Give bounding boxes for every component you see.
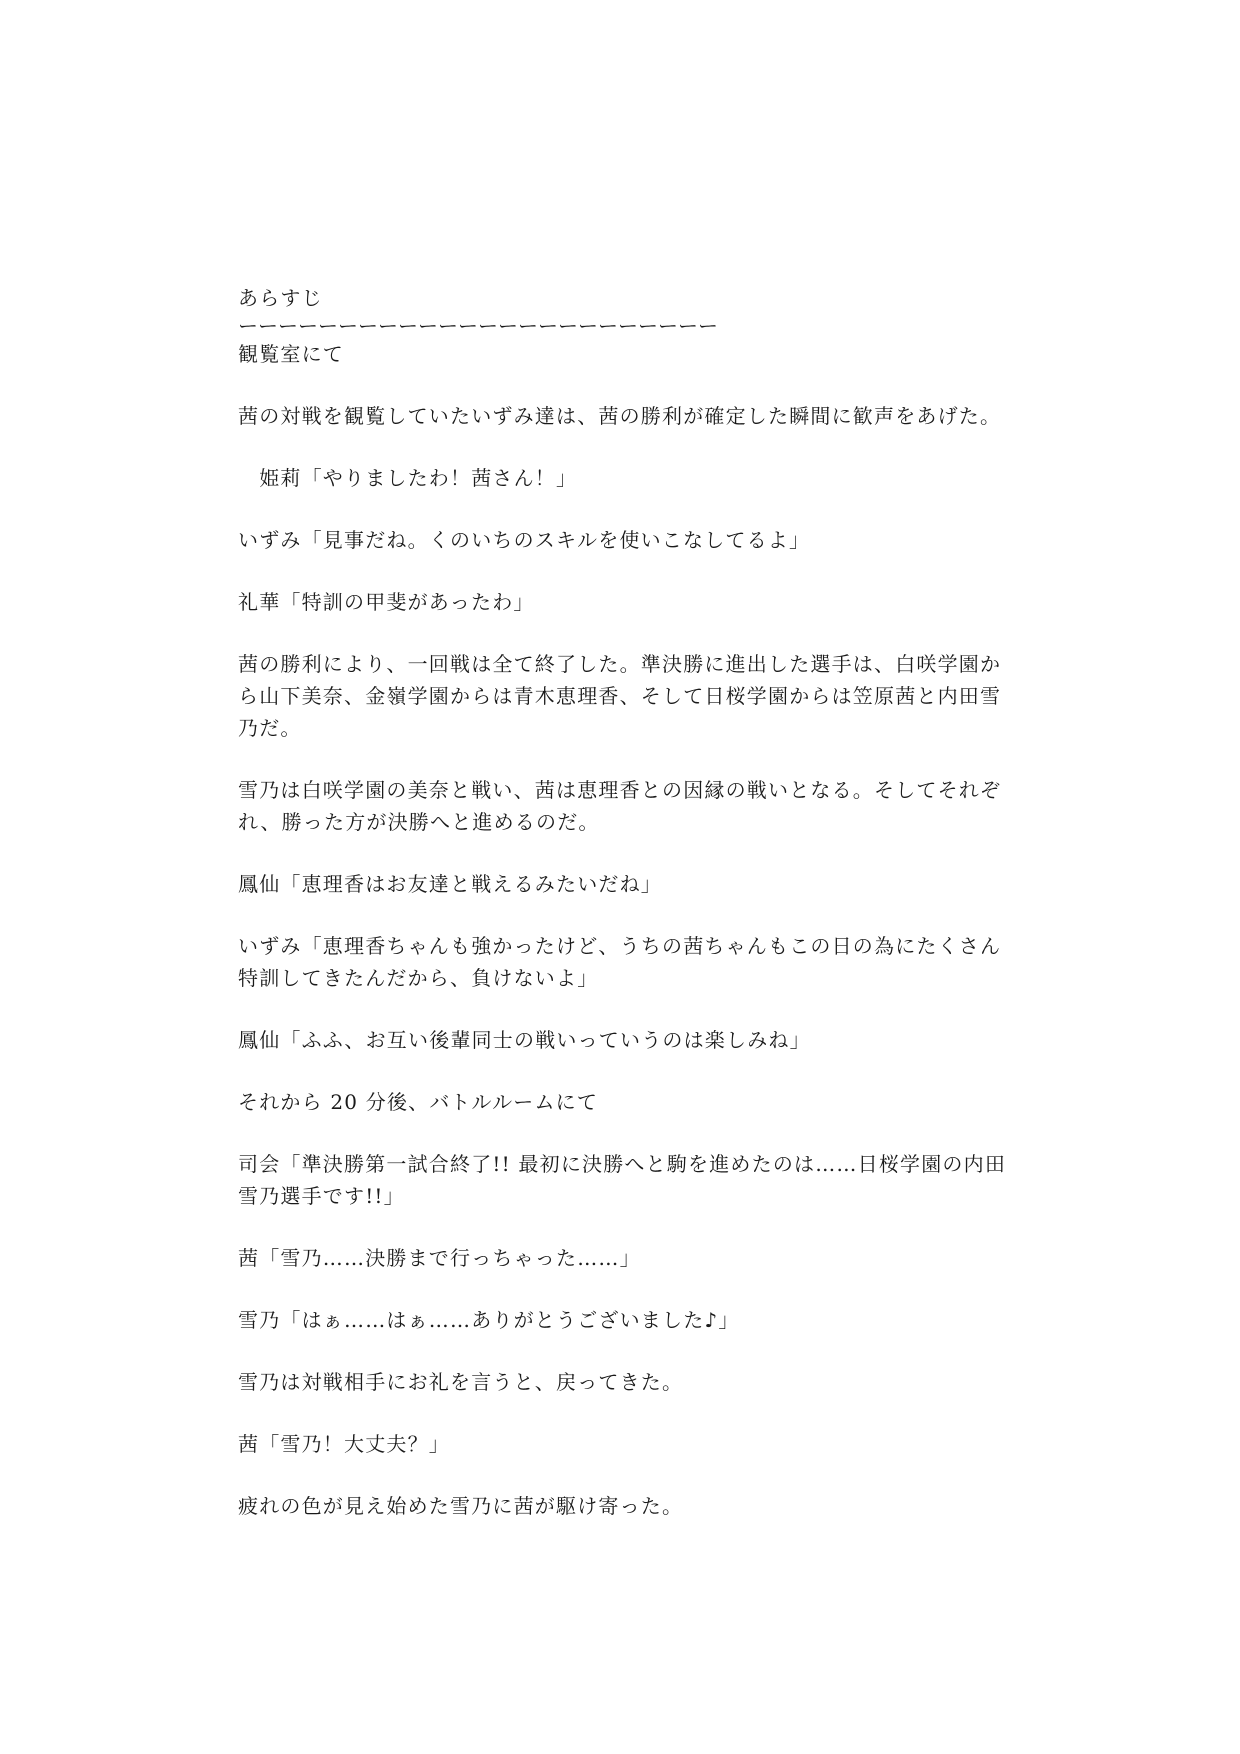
dialogue-line: 鳳仙「ふふ、お互い後輩同士の戦いっていうのは楽しみね」 bbox=[238, 1028, 811, 1052]
dialogue-line: いずみ「見事だね。くのいちのスキルを使いこなしてるよ」 bbox=[238, 528, 811, 552]
dialogue-line: いずみ「恵理香ちゃんも強かったけど、うちの茜ちゃんもこの日の為にたくさん特訓してきたんだから、負けないよ」 bbox=[238, 934, 1002, 990]
dialogue-line: 茜「雪乃！大丈夫？」 bbox=[238, 1432, 450, 1456]
dialogue-line: 姫莉「やりましたわ！茜さん！」 bbox=[238, 466, 578, 490]
dialogue-line: 司会「準決勝第一試合終了!! 最初に決勝へと駒を進めたのは……日桜学園の内田雪乃選手です!!」 bbox=[238, 1152, 1007, 1208]
heading-rule: ーーーーーーーーーーーーーーーーーーーーーーーー bbox=[238, 314, 718, 338]
dialogue-line: 鳳仙「恵理香はお友達と戦えるみたいだね」 bbox=[238, 872, 662, 896]
dialogue-line: 礼華「特訓の甲斐があったわ」 bbox=[238, 590, 535, 614]
dialogue-line: 雪乃「はぁ……はぁ……ありがとうございました♪」 bbox=[238, 1308, 740, 1332]
paragraph: 茜の対戦を観覧していたいずみ達は、茜の勝利が確定した瞬間に歓声をあげた。 bbox=[238, 404, 1002, 428]
section-heading: あらすじ bbox=[238, 286, 323, 310]
paragraph: 雪乃は白咲学園の美奈と戦い、茜は恵理香との因縁の戦いとなる。そしてそれぞれ、勝った方が決勝へと進めるのだ。 bbox=[238, 778, 1002, 834]
paragraph: 雪乃は対戦相手にお礼を言うと、戻ってきた。 bbox=[238, 1370, 684, 1394]
paragraph: 疲れの色が見え始めた雪乃に茜が駆け寄った。 bbox=[238, 1494, 684, 1518]
scene-heading: 観覧室にて bbox=[238, 342, 344, 366]
paragraph: それから 20 分後、バトルルームにて bbox=[238, 1090, 599, 1114]
dialogue-line: 茜「雪乃……決勝まで行っちゃった……」 bbox=[238, 1246, 641, 1270]
paragraph: 茜の勝利により、一回戦は全て終了した。準決勝に進出した選手は、白咲学園から山下美奈、金嶺学園からは青木恵理香、そして日桜学園からは笠原茜と内田雪乃だ。 bbox=[238, 652, 1002, 740]
document-body bbox=[238, 282, 1013, 1522]
